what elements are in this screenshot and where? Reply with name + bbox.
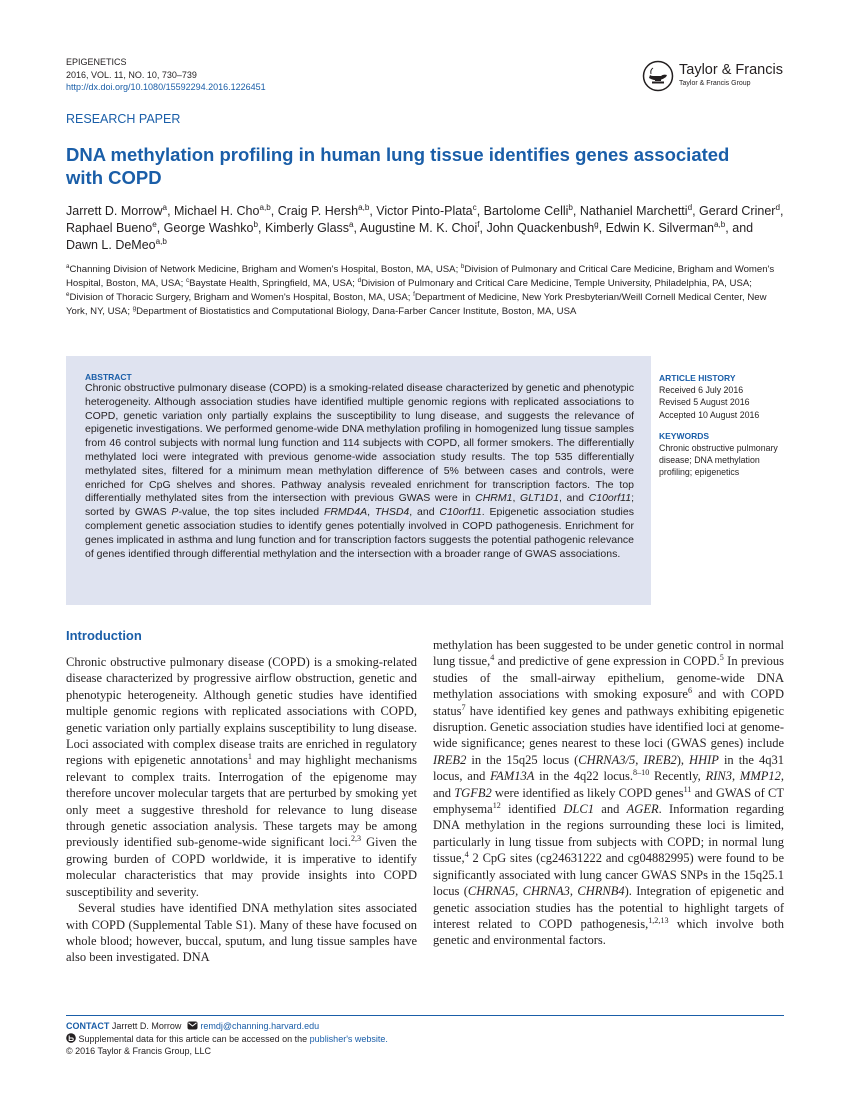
publisher-group: Taylor & Francis Group xyxy=(679,80,751,87)
supplemental-text: Supplemental data for this article can be accessed on the xyxy=(78,1033,308,1044)
abstract-label: ABSTRACT xyxy=(85,372,132,382)
journal-name: EPIGENETICS xyxy=(66,57,127,67)
contact-label: CONTACT xyxy=(66,1021,110,1031)
paragraph: Several studies have identified DNA methylation sites associated with COPD (Supplemental Table S1). Many of these have focused on whole blood; however, buccal, sputum, and lung tissue samples have also been investigated. DNA xyxy=(66,901,417,965)
footer-divider xyxy=(66,1015,784,1016)
received-date: Received 6 July 2016 xyxy=(659,385,744,396)
body-column-right xyxy=(433,637,784,949)
author-list: Jarrett D. Morrow$^a$, Michael H. Cho$^{a,b}$, Craig P. Hersh$^{a,b}$, Victor Pinto-Plata$^c$, Bartolome Celli$^b$, Nathaniel Marchetti$^d$, Gerard Criner$^d$, Raphael Bueno$^e$, George Washko$^b$, Kimberly Glass$^a$, Augustine M. K. Choi$^f$, John Quackenbush$^g$, Edwin K. Silverman$^{a,b}$, and Dawn L. DeMeo$^{a,b}$ xyxy=(66,202,784,252)
article-history-label: ARTICLE HISTORY xyxy=(659,373,736,383)
copyright: © 2016 Taylor & Francis Group, LLC xyxy=(66,1046,212,1056)
contact-name: Jarrett D. Morrow xyxy=(111,1021,182,1031)
article-type: RESEARCH PAPER xyxy=(66,112,181,126)
article-title: DNA methylation profiling in human lung tissue identifies genes associated with COPD xyxy=(66,144,730,188)
publisher-website-link[interactable]: publisher's website. xyxy=(309,1033,388,1044)
email-icon xyxy=(187,1021,198,1030)
journal-meta xyxy=(66,56,266,94)
affiliations: $^a$Channing Division of Network Medicine, Brigham and Women's Hospital, Boston, MA, USA; $^b$Division of Pulmonary and Critical Care Medicine, Brigham and Women's Hospital, Boston, MA, USA; $^c$Baystate Health, Springfield, MA, USA; $^d$Division of Pulmonary and Critical Care Medicine, Temple University, Philadelphia, PA, USA; $^e$Division of Thoracic Surgery, Brigham and Women's Hospital, Boston, MA, USA; $^f$Department of Medicine, New York Presbyterian/Weill Cornell Medical Center, New York, NY, USA; $^g$Department of Biostatistics and Computational Biology, Dana-Farber Cancer Institute, Boston, MA, USA xyxy=(66,262,775,317)
supplemental-icon xyxy=(66,1033,76,1043)
body-column-left xyxy=(66,654,417,966)
abstract-text: Chronic obstructive pulmonary disease (COPD) is a smoking-related disease characterized by genetic and phenotypic heterogeneity. Although association studies have identified multiple genomic regions with replicated associations to COPD, genetic variation only partially explains the susceptibility to lung disease, and suggests the relevance of epigenetic investigations. We performed genome-wide DNA methylation profiling in homogenized lung tissue samples from 46 control subjects with normal lung function and 114 subjects with COPD, all former smokers. The differentially methylated loci were integrated with previous genome-wide association study results. The top 535 differentially methylated sites, filtered for a minimum mean methylation difference of 5% between cases and controls, were enriched for CpG shelves and shores. Pathway analysis revealed enrichment for transcription factors. The top differentially methylated sites from the intersection with previous GWAS were in CHRM1, GLT1D1, and C10orf11; sorted by GWAS P-value, the top sites included FRMD4A, THSD4, and C10orf11. Epigenetic association studies complement genetic association studies to identify genes potentially involved in COPD pathogenesis. Enrichment for genes implicated in asthma and lung function and for transcription factors suggests the potential pathogenic relevance of genes identified through differential methylation and the intersection with a broader range of GWAS associations. xyxy=(85,382,634,560)
contact-email[interactable]: remdj@channing.harvard.edu xyxy=(200,1021,320,1031)
keywords-label: KEYWORDS xyxy=(659,430,710,441)
article-sidebar xyxy=(659,372,779,479)
publisher-logo xyxy=(642,60,792,92)
publisher-name: Taylor & Francis xyxy=(679,62,783,78)
footer-contact xyxy=(66,1020,388,1058)
section-heading: Introduction xyxy=(66,628,142,643)
keywords: Chronic obstructive pulmonary disease; DNA methylation profiling; epigenetics xyxy=(659,443,778,478)
accepted-date: Accepted 10 August 2016 xyxy=(659,409,760,420)
paragraph: methylation has been suggested to be under genetic control in normal lung tissue,$^4$ and predictive of gene expression in COPD.$^5$ In previous studies of the small-airway epithelium, genome-wide DNA methylation associations with smoking exposure$^6$ and with COPD status$^7$ have identified key genes and pathways exhibiting epigenetic disruption. Genetic association studies have identified loci at genome-wide significance; genes nearest to these loci (GWAS genes) include IREB2 in the 15q25 locus (CHRNA3/5, IREB2), HHIP in the 4q31 locus, and FAM13A in the 4q22 locus.$^{8-10}$ Recently, RIN3, MMP12, and TGFB2 were identified as likely COPD genes$^{11}$ and GWAS of CT emphysema$^{12}$ identified DLC1 and AGER. Information regarding DNA methylation in the regions surrounding these loci is limited, particularly in lung tissue from subjects with COPD; in normal lung tissue,$^4$ 2 CpG sites (cg24631222 and cg04882995) were found to be significantly associated with lung cancer GWAS SNPs in the 15q25.1 locus (CHRNA5, CHRNA3, CHRNB4). Integration of epigenetic and genetic association studies has the potential to highlight targets of interest related to COPD pathogenesis,$^{1,2,13}$ which involve both genetic and environmental factors. xyxy=(433,638,785,948)
lamp-icon xyxy=(642,60,674,92)
doi-link[interactable]: http://dx.doi.org/10.1080/15592294.2016.1226451 xyxy=(66,82,266,92)
revised-date: Revised 5 August 2016 xyxy=(659,397,750,408)
journal-citation: 2016, VOL. 11, NO. 10, 730–739 xyxy=(66,69,197,80)
paragraph: Chronic obstructive pulmonary disease (COPD) is a smoking-related disease characterized by progressive airflow obstruction, genetic and phenotypic heterogeneity. Although genetic studies have identified multiple genomic regions with replicated associations with COPD, genetic variation only partially explains susceptibility to lung disease. Loci associated with complex disease traits are enriched in regulatory regions with epigenetic annotations$^1$ and may highlight mechanisms relevant to complex traits. Interrogation of the epigenome may therefore uncover molecular targets that are perturbed by smoking yet only meet a suggestive threshold for relevance to lung disease through genetic association analysis. These targets may be among previously identified sub-genome-wide significant loci.$^{2,3}$ Given the growing burden of COPD worldwide, it is imperative to identify molecular characteristics that may provide insights into COPD susceptibility and severity. xyxy=(66,655,417,899)
